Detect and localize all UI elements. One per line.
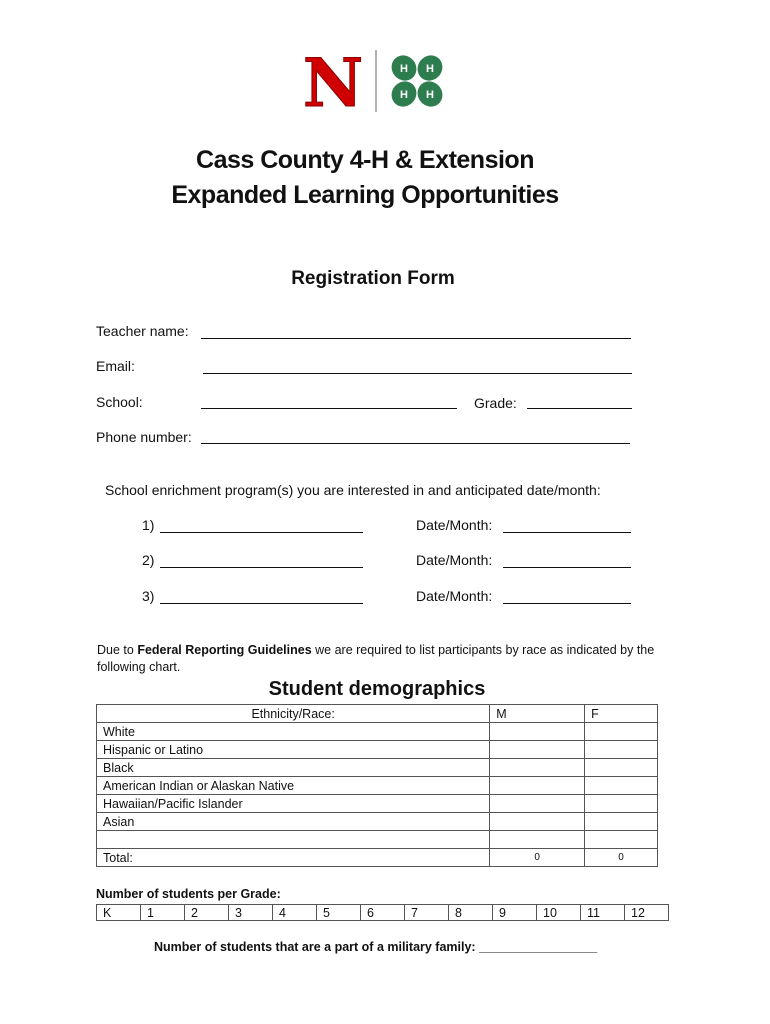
total-row <box>97 849 658 867</box>
grade-cell[interactable]: 2 <box>185 905 229 921</box>
notice-bold-text: Federal Reporting Guidelines <box>137 643 312 657</box>
race-label: Asian <box>97 813 490 831</box>
grade-cell[interactable]: 6 <box>361 905 405 921</box>
grade-cell[interactable]: 4 <box>273 905 317 921</box>
female-count-cell[interactable] <box>585 777 658 795</box>
male-count-cell[interactable] <box>490 795 585 813</box>
phone-label: Phone number: <box>96 429 192 445</box>
total-label: Total: <box>97 849 490 867</box>
male-count-cell[interactable] <box>490 741 585 759</box>
demographics-title: Student demographics <box>268 678 486 700</box>
female-count-cell[interactable] <box>585 741 658 759</box>
svg-text:H: H <box>400 89 408 101</box>
female-count-cell[interactable] <box>585 759 658 777</box>
grade-cell[interactable]: K <box>97 905 141 921</box>
programs-prompt: School enrichment program(s) you are interested in and anticipated date/month: <box>105 482 601 498</box>
form-subtitle: Registration Form <box>291 268 455 289</box>
teacher-name-field[interactable] <box>201 338 631 339</box>
grade-cell[interactable]: 5 <box>317 905 361 921</box>
female-count-cell[interactable] <box>585 795 658 813</box>
svg-text:H: H <box>426 89 434 101</box>
grade-cell[interactable]: 3 <box>229 905 273 921</box>
program-field[interactable] <box>160 603 363 604</box>
race-label: American Indian or Alaskan Native <box>97 777 490 795</box>
demographics-table <box>96 704 658 867</box>
school-label: School: <box>96 394 143 410</box>
grade-field[interactable] <box>527 408 632 409</box>
male-header: M <box>490 705 585 723</box>
female-total: 0 <box>585 849 658 867</box>
date-month-label: Date/Month: <box>416 517 493 533</box>
male-count-cell[interactable] <box>490 759 585 777</box>
email-label: Email: <box>96 358 135 374</box>
grade-cell[interactable]: 8 <box>449 905 493 921</box>
nebraska-n-logo <box>303 48 453 114</box>
male-count-cell[interactable] <box>490 723 585 741</box>
grade-cell[interactable]: 10 <box>537 905 581 921</box>
date-month-field[interactable] <box>503 532 631 533</box>
race-header: Ethnicity/Race: <box>97 705 490 723</box>
race-label: Hispanic or Latino <box>97 741 490 759</box>
logo-letter: N <box>303 48 364 114</box>
race-label <box>97 831 490 849</box>
teacher-name-label: Teacher name: <box>96 323 189 339</box>
table-row <box>97 723 658 741</box>
grade-cell[interactable]: 12 <box>625 905 669 921</box>
program-number: 2) <box>142 552 155 568</box>
school-field[interactable] <box>201 408 457 409</box>
grades-row <box>97 905 669 921</box>
notice-text: we are required to list participants by race as indicated by the following chart. <box>97 643 655 674</box>
female-count-cell[interactable] <box>585 813 658 831</box>
title-line-1: Cass County 4-H & Extension <box>196 146 534 174</box>
race-label: Hawaiian/Pacific Islander <box>97 795 490 813</box>
svg-text:H: H <box>400 63 408 75</box>
program-field[interactable] <box>160 532 363 533</box>
date-month-field[interactable] <box>503 567 631 568</box>
svg-text:H: H <box>426 63 434 75</box>
phone-field[interactable] <box>201 443 630 444</box>
table-row <box>97 777 658 795</box>
grades-table <box>96 904 669 921</box>
grades-label: Number of students per Grade: <box>96 887 281 901</box>
title-line-2: Expanded Learning Opportunities <box>171 181 559 209</box>
program-field[interactable] <box>160 567 363 568</box>
female-header: F <box>585 705 658 723</box>
program-number: 3) <box>142 588 155 604</box>
clover-icon <box>386 50 447 111</box>
table-row <box>97 741 658 759</box>
table-row <box>97 813 658 831</box>
email-field[interactable] <box>203 373 632 374</box>
table-header-row <box>97 705 658 723</box>
race-label: White <box>97 723 490 741</box>
grade-cell[interactable]: 11 <box>581 905 625 921</box>
grade-cell[interactable]: 7 <box>405 905 449 921</box>
header-logos <box>303 48 453 114</box>
male-count-cell[interactable] <box>490 777 585 795</box>
grade-label: Grade: <box>474 395 517 411</box>
female-count-cell[interactable] <box>585 831 658 849</box>
date-month-label: Date/Month: <box>416 588 493 604</box>
female-count-cell[interactable] <box>585 723 658 741</box>
grade-cell[interactable]: 1 <box>141 905 185 921</box>
notice-text: Due to <box>97 643 138 657</box>
male-count-cell[interactable] <box>490 813 585 831</box>
male-count-cell[interactable] <box>490 831 585 849</box>
race-label: Black <box>97 759 490 777</box>
grade-cell[interactable]: 9 <box>493 905 537 921</box>
federal-notice <box>97 642 672 676</box>
date-month-field[interactable] <box>503 603 631 604</box>
table-row <box>97 759 658 777</box>
table-row <box>97 795 658 813</box>
date-month-label: Date/Month: <box>416 552 493 568</box>
military-family-label: Number of students that are a part of a military family: _________________ <box>154 940 598 954</box>
table-row <box>97 831 658 849</box>
male-total: 0 <box>490 849 585 867</box>
program-number: 1) <box>142 517 155 533</box>
